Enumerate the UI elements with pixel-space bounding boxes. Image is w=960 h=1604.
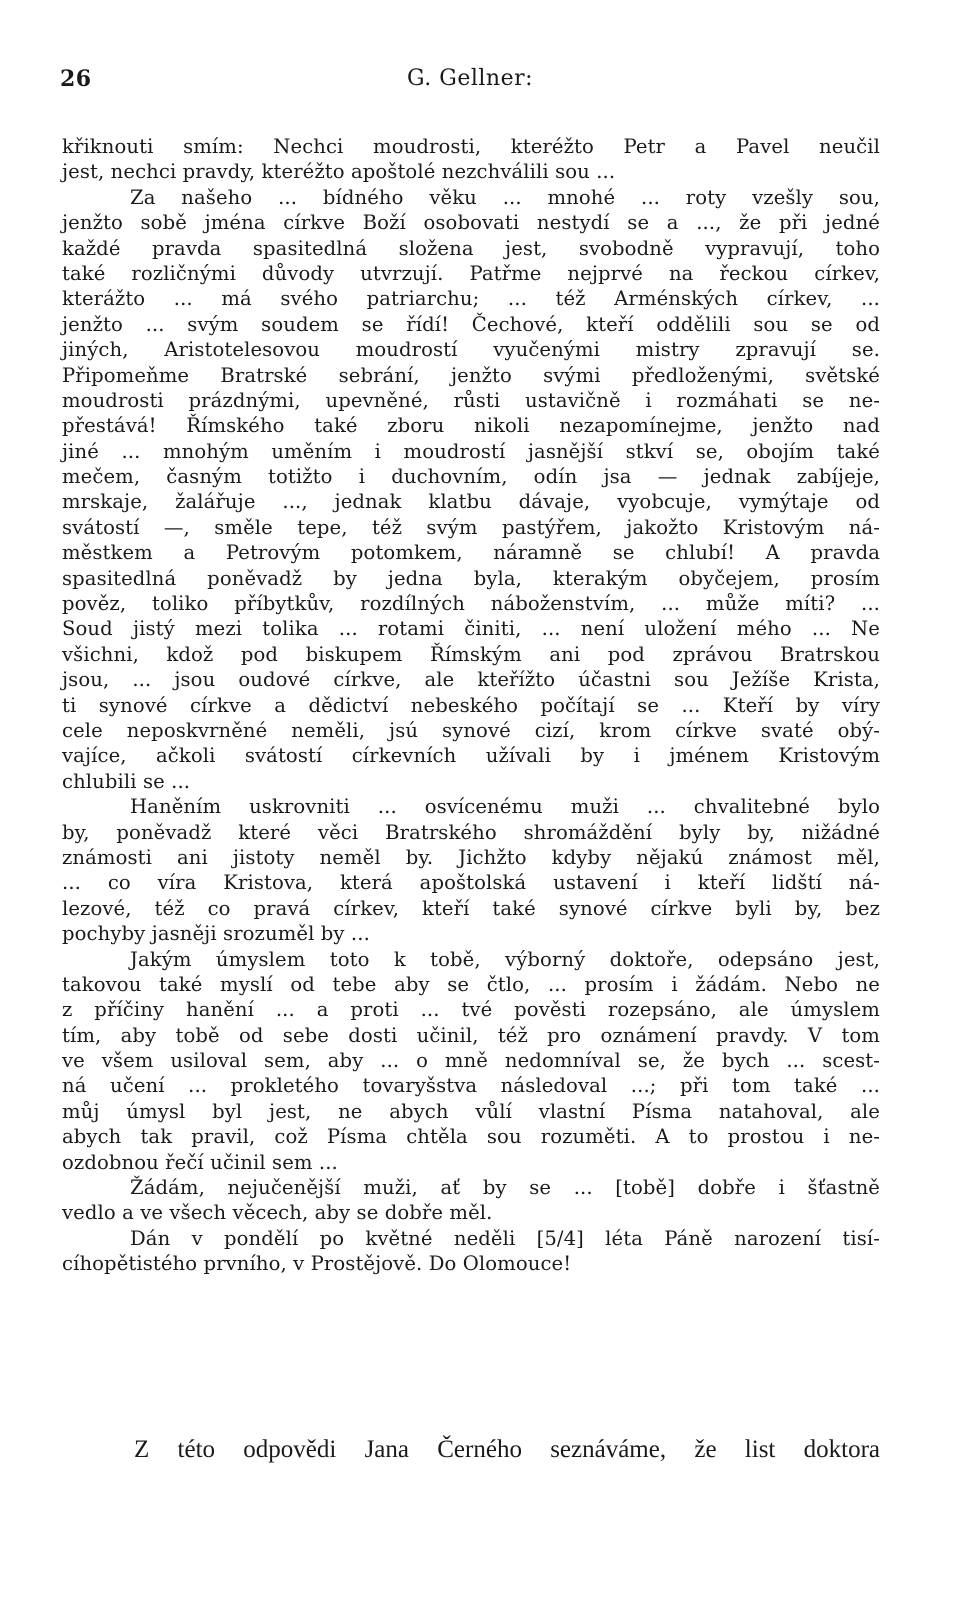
text-line: jiných, Aristotelesovou moudrostí vyučenými mistry zpravují se. xyxy=(62,338,880,362)
text-line: cíhopětistého prvního, v Prostějově. Do Olomouce! xyxy=(62,1252,572,1276)
text-line: mrskaje, žalářuje ..., jednak klatbu dávaje, vyobcuje, vymýtaje od xyxy=(62,490,880,514)
text-line: cele neposkvrněné neměli, jsú synové cizí, krom církve svaté obý- xyxy=(62,718,880,742)
text-line: Jakým úmyslem toto k tobě, výborný doktoře, odepsáno jest, xyxy=(130,947,880,971)
page-header xyxy=(60,66,880,96)
text-line: pochyby jasněji srozuměl by ... xyxy=(62,922,370,946)
text-line: chlubili se ... xyxy=(62,769,191,793)
text-line: vedlo a ve všech věcech, aby se dobře měl. xyxy=(62,1201,493,1225)
closing-paragraph-line: Z této odpovědi Jana Černého seznáváme, že list doktora xyxy=(134,1436,880,1463)
page-number: 26 xyxy=(60,66,92,92)
text-line: svátostí —, směle tepe, též svým pastýřem, jakožto Kristovým ná- xyxy=(62,515,880,539)
text-line: Soud jistý mezi tolika ... rotami činiti, ... není uložení mého ... Ne xyxy=(62,617,880,641)
text-line: ... co víra Kristova, která apoštolská ustavení i kteří lidští ná- xyxy=(62,871,880,895)
text-line: ozdobnou řečí učinil sem ... xyxy=(62,1150,338,1174)
text-line: jiné ... mnohým uměním i moudrostí jasnější stkví se, obojím také xyxy=(62,439,880,463)
text-line: ná učení ... prokletého tovaryšstva následoval ...; při tom také ... xyxy=(62,1074,880,1098)
text-line: každé pravda spasitedlná složena jest, svobodně vypravují, toho xyxy=(62,236,880,260)
text-line: z příčiny hanění ... a proti ... tvé pověsti rozepsáno, ale úmyslem xyxy=(62,998,880,1022)
text-line: ti synové církve a dědictví nebeského počítají se ... Kteří by víry xyxy=(62,693,880,717)
text-line: jsou, ... jsou oudové církve, ale kteřížto účastni sou Ježíše Krista, xyxy=(62,668,880,692)
text-line: lezové, též co pravá církev, kteří také synové církve byli by, bez xyxy=(62,896,880,920)
text-line: Žádám, nejučenější muži, ať by se ... [tobě] dobře i šťastně xyxy=(130,1176,880,1200)
text-line: by, poněvadž které věci Bratrského shromáždění byly by, nižádné xyxy=(62,820,880,844)
text-line: kterážto ... má svého patriarchu; ... též Arménských církev, ... xyxy=(62,287,880,311)
text-line: také rozličnými důvody utvrzují. Patřme nejprvé na řeckou církev, xyxy=(62,261,880,285)
text-line: Dán v pondělí po květné neděli [5/4] léta Páně narození tisí- xyxy=(130,1226,880,1250)
text-line: mečem, časným totižto i duchovním, odín jsa — jednak zabíjeje, xyxy=(62,465,880,489)
text-line: jenžto ... svým soudem se řídí! Čechové, kteří oddělili sou se od xyxy=(62,312,880,336)
text-line: abych tak pravil, což Písma chtěla sou rozuměti. A to prostou i ne- xyxy=(62,1125,880,1149)
running-head: G. Gellner: xyxy=(406,66,534,91)
text-line: městkem a Petrovým potomkem, náramně se chlubí! A pravda xyxy=(62,541,880,565)
text-line: jest, nechci pravdy, kteréžto apoštolé nezchválili sou ... xyxy=(62,160,616,184)
text-line: Připomeňme Bratrské sebrání, jenžto svými předloženými, světské xyxy=(62,363,880,387)
text-line: takovou také myslí od tebe aby se čtlo, ... prosím i žádám. Nebo ne xyxy=(62,972,880,996)
text-line: jenžto sobě jména církve Boží osobovati nestydí se a ..., že při jedné xyxy=(62,211,880,235)
text-line: Za našeho ... bídného věku ... mnohé ... roty vzešly sou, xyxy=(130,185,880,209)
text-line: známosti ani jistoty neměl by. Jichžto kdyby nějakú známost měl, xyxy=(62,845,880,869)
text-line: spasitedlná poněvadž by jedna byla, kterakým obyčejem, prosím xyxy=(62,566,880,590)
quoted-letter-text xyxy=(62,134,880,1277)
text-line: ve všem usiloval sem, aby ... o mně nedomníval se, že bych ... scest- xyxy=(62,1049,880,1073)
text-line: moudrosti prázdnými, upevněné, růsti ustavičně i rozmáhati se ne- xyxy=(62,388,880,412)
text-line: pověz, toliko příbytkův, rozdílných náboženstvím, ... může míti? ... xyxy=(62,592,880,616)
text-line: vajíce, ačkoli svátostí církevních užívali by i jménem Kristovým xyxy=(62,744,880,768)
text-line: přestává! Římského také zboru nikoli nezapomínejme, jenžto nad xyxy=(62,414,880,438)
text-line: křiknouti smím: Nechci moudrosti, kteréžto Petr a Pavel neučil xyxy=(62,135,880,158)
text-line: všichni, kdož pod biskupem Římským ani pod zprávou Bratrskou xyxy=(62,642,880,666)
text-line: tím, aby tobě od sebe dosti učinil, též pro oznámení pravdy. V tom xyxy=(62,1023,880,1047)
text-line: Haněním uskrovniti ... osvícenému muži ... chvalitebné bylo xyxy=(130,795,880,819)
text-line: můj úmysl byl jest, ne abych vůlí vlastní Písma natahoval, ale xyxy=(62,1099,880,1123)
